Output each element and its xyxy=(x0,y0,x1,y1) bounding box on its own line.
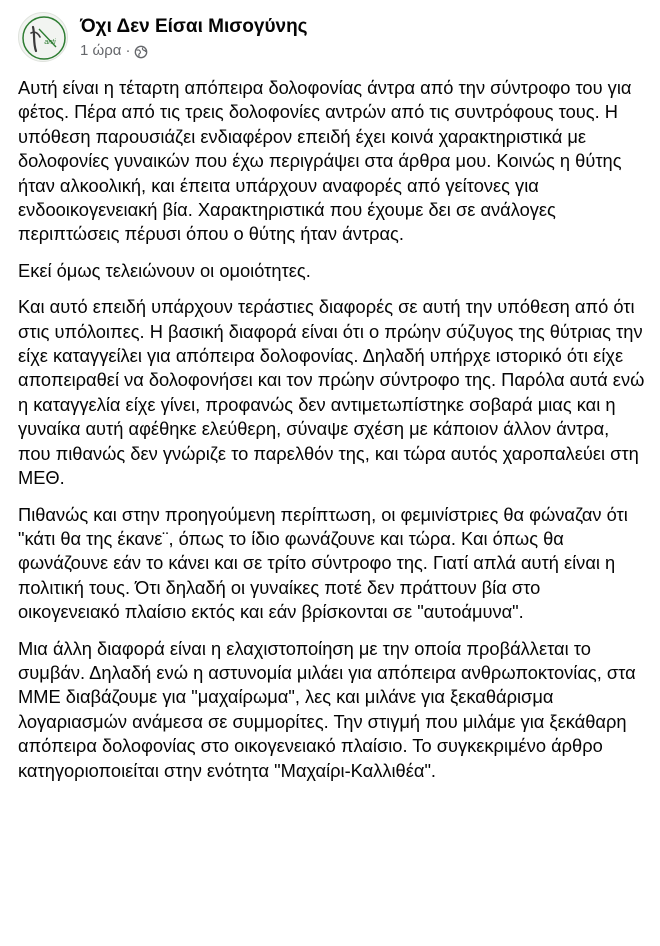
post-body xyxy=(18,76,646,795)
page-name-link[interactable]: Όχι Δεν Είσαι Μισογύνης xyxy=(80,16,308,37)
post-paragraph: Και αυτό επειδή υπάρχουν τεράστιες διαφορές σε αυτή την υπόθεση από ότι στις υπόλοιπες. Η βασική διαφορά είναι ότι ο πρώην σύζυγος της θύτριας την είχε καταγγείλει για απόπειρα δολοφονίας. Δηλαδή υπήρχε ιστορικό ότι είχε αποπειραθεί να δολοφονήσει και τον πρώην σύντροφο της. Παρόλα αυτά ενώ η καταγγελία είχε γίνει, προφανώς δεν αντιμετωπίστηκε σοβαρά μιας και η γυναίκα αυτή αφέθηκε ελεύθερη, σύναψε σχέση με κάποιον άλλον άντρα, που πιθανώς δεν γνώριζε το παρελθόν της, και τώρα αυτός χαροπαλεύει στη ΜΕΘ. xyxy=(18,296,645,489)
logo-text: anti xyxy=(44,39,56,46)
post-header xyxy=(18,12,308,68)
post-timestamp[interactable]: 1 ώρα xyxy=(80,42,122,59)
post-subline xyxy=(80,42,308,60)
post-paragraph: Εκεί όμως τελειώνουν οι ομοιότητες. xyxy=(18,259,311,281)
post-meta xyxy=(80,15,308,60)
separator-dot: · xyxy=(125,42,131,59)
post-paragraph: Πιθανώς και στην προηγούμενη περίπτωση, οι φεμινίστριες θα φώναζαν ότι "κάτι θα της έκανε¨, όπως το ίδιο φωνάζουνε και τώρα. Και όπως θα φωνάζουνε εάν το κάνει και σε τρίτο σύντροφο της. Γιατί απλά αυτή είναι η πολιτική τους. Ότι δηλαδή οι γυναίκες ποτέ δεν πράττουν βία στο οικογενειακό πλαίσιο εκτός και εάν βρίσκονται σε "αυτοάμυνα". xyxy=(18,503,628,623)
globe-icon[interactable] xyxy=(134,45,148,59)
page-logo-icon xyxy=(19,13,68,62)
post-paragraph: Μια άλλη διαφορά είναι η ελαχιστοποίηση με την οποία προβάλλεται το συμβάν. Δηλαδή ενώ η αστυνομία μιλάει για απόπειρα ανθρωποκτονίας, στα ΜΜΕ διαβάζουμε για "μαχαίρωμα", λες και μιλάνε για ξεκαθάρισμα λογαριασμών ανάμεσα σε συμμορίτες. Την στιγμή που μιλάμε για ξεκάθαρη απόπειρα δολοφονίας στο οικογενειακό πλαίσιο. Το συγκεκριμένο άρθρο κατηγοριοποιείται στην ενότητα "Μαχαίρι-Καλλιθέα". xyxy=(18,637,636,781)
post-paragraph: Αυτή είναι η τέταρτη απόπειρα δολοφονίας άντρα από την σύντροφο του για φέτος. Πέρα από τις τρεις δολοφονίες αντρών από τις συντρόφους τους. Η υπόθεση παρουσιάζει ενδιαφέρον επειδή έχει κοινά χαρακτηριστικά με δολοφονίες γυναικών που έχω περιγράψει στα άρθρα μου. Κοινώς η θύτης ήταν αλκοολική, και έπειτα υπάρχουν αναφορές από γείτονες για ενδοοικογενειακή βία. Χαρακτηριστικά που έχουμε δει σε ανάλογες περιπτώσεις πέρυσι όπου ο θύτης ήταν άντρας. xyxy=(18,77,632,245)
avatar[interactable] xyxy=(18,12,68,62)
